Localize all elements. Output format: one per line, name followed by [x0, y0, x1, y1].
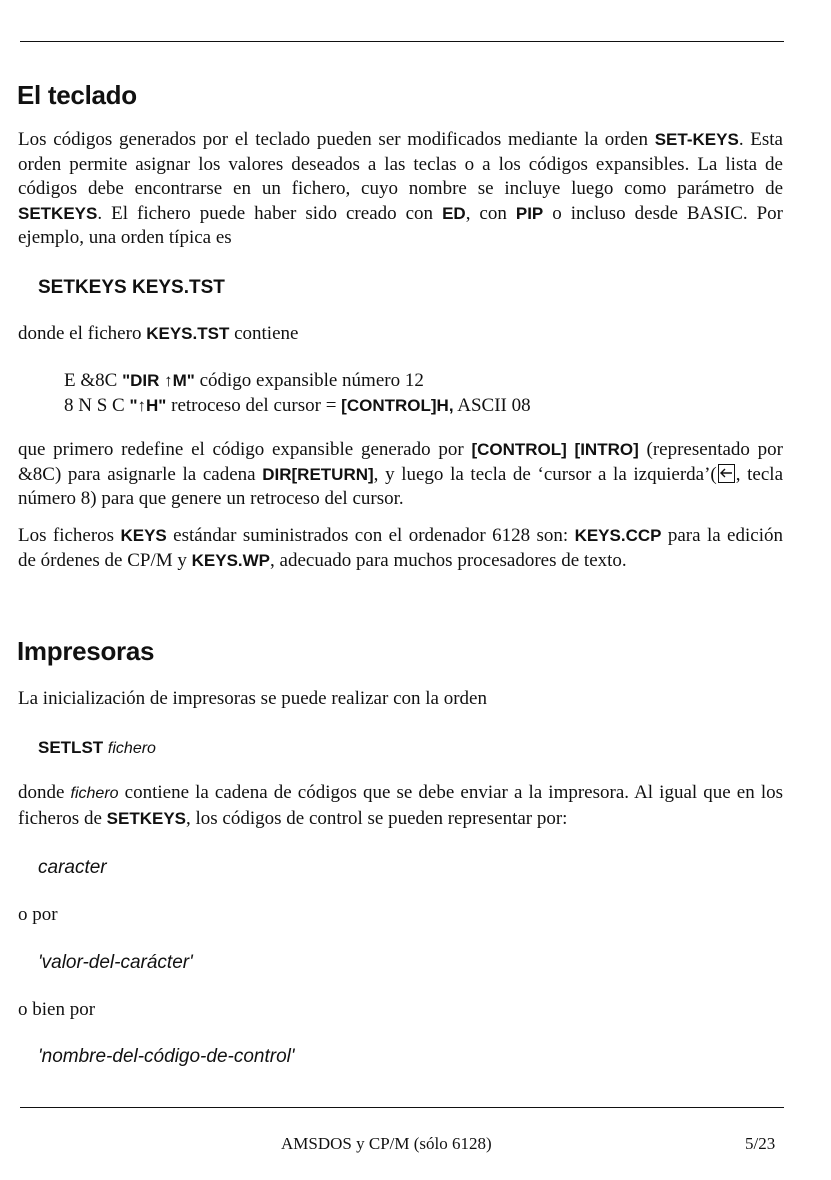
section-title-impresoras: Impresoras	[17, 636, 155, 666]
left-arrow-key-icon	[718, 464, 735, 483]
paragraph-keys-tst: donde el fichero KEYS.TST contiene	[18, 323, 299, 344]
command-setkeys: SETKEYS KEYS.TST	[38, 277, 225, 298]
paragraph-setkeys-intro: Los códigos generados por el teclado pueden ser modificados mediante la orden SET-KEYS. Esta orden permite asignar los valores deseados a las teclas o a los códigos expansibles. La lista de códigos debe encontrarse en un fichero, cuyo nombre se incluye luego como parámetro de SETKEYS. El fichero puede haber sido creado con ED, con PIP o incluso desde BASIC. Por ejemplo, una orden típica es	[18, 129, 784, 248]
paragraph-fichero: donde fichero contiene la cadena de códigos que se debe enviar a la impresora. Al igual que en los ficheros de SETKEYS, los códigos de control se pueden representar por:	[18, 782, 783, 829]
text-o-por: o por	[18, 904, 58, 925]
code-line-1: E &8C "DIR ↑M" código expansible número 12	[64, 370, 424, 391]
footer-title: AMSDOS y CP/M (sólo 6128)	[281, 1134, 492, 1153]
section-title-el-teclado: El teclado	[17, 80, 137, 110]
bottom-rule	[20, 1107, 784, 1108]
paragraph-keys-files: Los ficheros KEYS estándar suministrados con el ordenador 6128 son: KEYS.CCP para la edición de órdenes de CP/M y KEYS.WP, adecuado para muchos procesadores de texto.	[18, 525, 783, 571]
paragraph-printer-init: La inicialización de impresoras se puede realizar con la orden	[18, 688, 487, 709]
option-valor-del-caracter: 'valor-del-carácter'	[38, 952, 193, 973]
top-rule	[20, 41, 784, 42]
command-setlst: SETLST fichero	[38, 738, 156, 757]
code-line-2: 8 N S C "↑H" retroceso del cursor = [CONTROL]H, ASCII 08	[64, 395, 531, 416]
option-caracter: caracter	[38, 857, 107, 878]
option-nombre-del-codigo: 'nombre-del-código-de-control'	[38, 1046, 295, 1067]
paragraph-redefine: que primero redefine el código expansible generado por [CONTROL] [INTRO] (representado por &8C) para asignarle la cadena DIR[RETURN], y luego la tecla de ‘cursor a la izquierda’( , tecla número 8) para que genere un retroceso del cursor.	[18, 439, 784, 509]
text-o-bien-por: o bien por	[18, 999, 96, 1020]
page-number: 5/23	[745, 1134, 776, 1153]
